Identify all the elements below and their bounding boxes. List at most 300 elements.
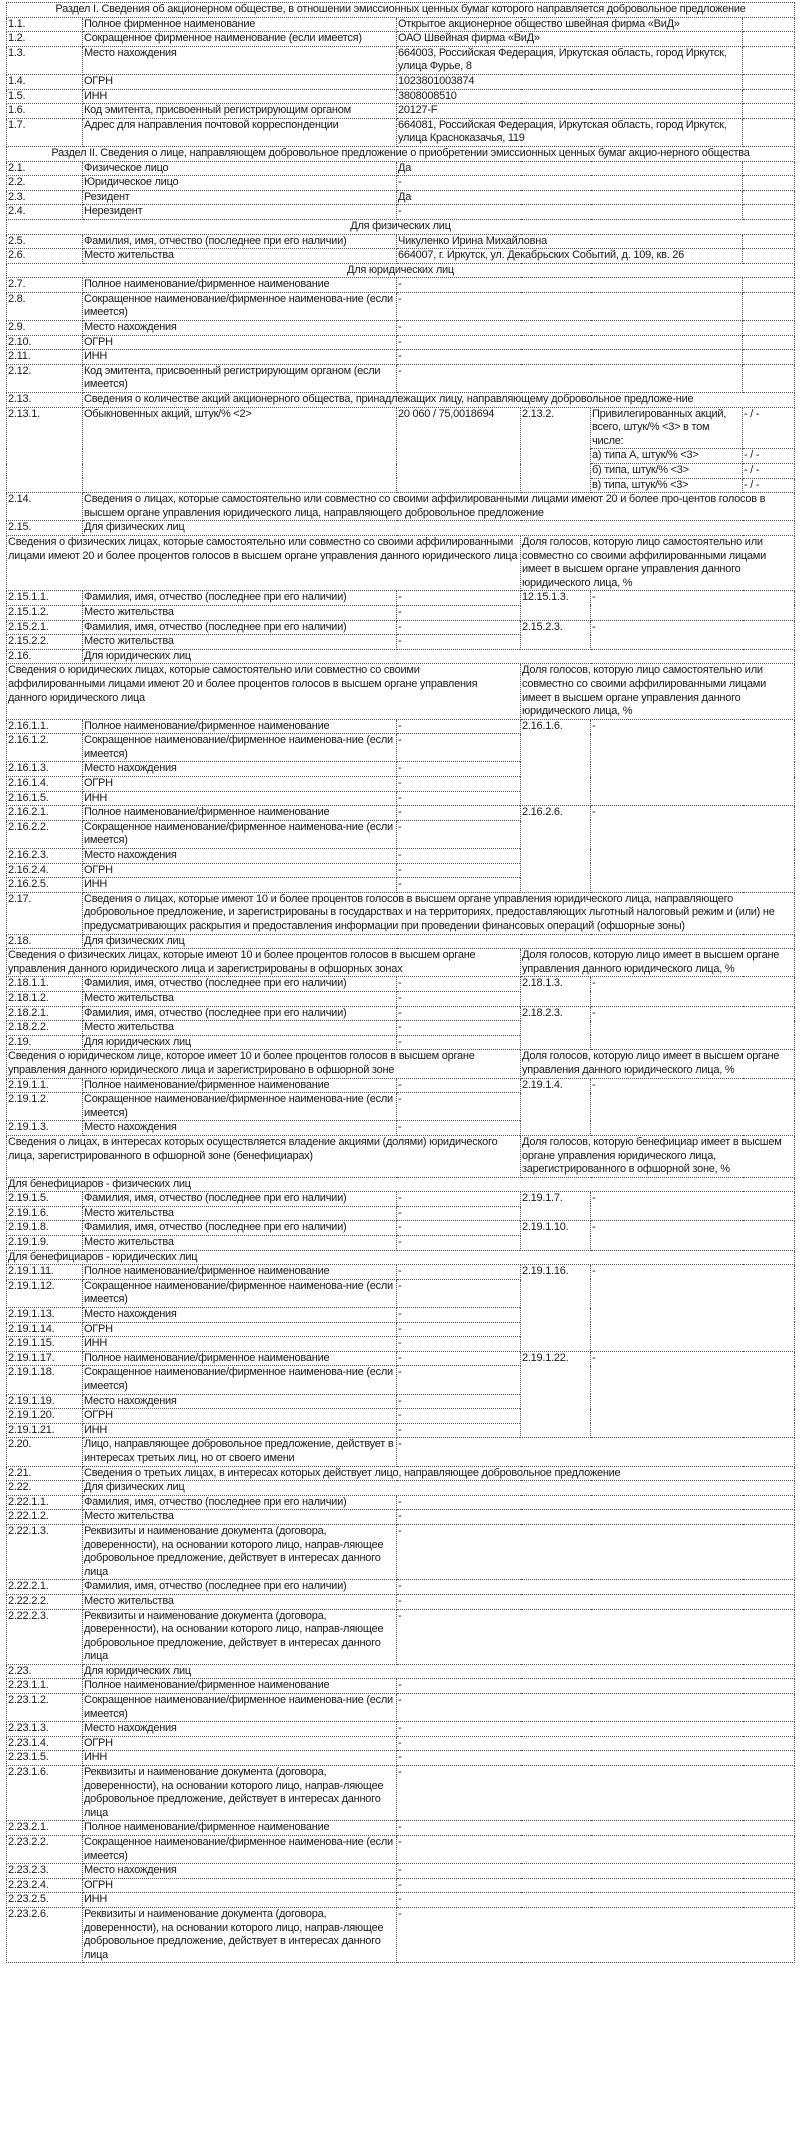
item-label: Фамилия, имя, отчество (последнее при его наличии) [83, 1580, 397, 1595]
item-value: 3808008510 [397, 89, 743, 104]
item-code: 2.14. [7, 493, 83, 521]
table-row [7, 1836, 795, 1864]
blank-cell [743, 89, 795, 104]
item-text: Для физических лиц [83, 1481, 795, 1496]
item-code: 2.23.2.6. [7, 1907, 83, 1962]
table-row [7, 521, 795, 536]
item-code: 2.2. [7, 176, 83, 191]
item-value: - [397, 1279, 521, 1307]
item-text: Сведения о количестве акций акционерного общества, принадлежащих лицу, направляющему добровольное предложе-ние [83, 393, 795, 408]
item-label: Место жительства [83, 249, 397, 264]
item-code: 1.5. [7, 89, 83, 104]
table-row [7, 234, 795, 249]
item-label: Место жительства [83, 635, 397, 650]
item-label: Полное наименование/фирменное наименование [83, 1679, 397, 1694]
table-row [7, 1580, 795, 1595]
item-code: 2.23.2.1. [7, 1821, 83, 1836]
item-code: 2.15.1.2. [7, 605, 83, 620]
item-label: Полное наименование/фирменное наименование [83, 719, 397, 734]
item-label: Сокращенное наименование/фирменное наименова-ние (если имеется) [83, 734, 397, 762]
column-header-right: Доля голосов, которую лицо самостоятельно или совместно со своими аффилированными лицами имеет в высшем органе управления данного юридического лица, % [521, 664, 795, 719]
table-row [7, 1221, 795, 1236]
item-label: ОГРН [83, 1736, 397, 1751]
item-label: ОГРН [83, 777, 397, 792]
blank-cell [743, 364, 795, 392]
item-code: 2.19.1.14. [7, 1322, 83, 1337]
item-value: - [397, 1836, 795, 1864]
table-row [7, 1766, 795, 1821]
table-row [7, 1736, 795, 1751]
blank-cell [743, 292, 795, 320]
table-row [7, 1078, 795, 1093]
item-label: Полное наименование/фирменное наименование [83, 1351, 397, 1366]
blank-cell [743, 104, 795, 119]
item-value: 1023801003874 [397, 74, 743, 89]
share-value: - [591, 1192, 795, 1221]
item-value: - [397, 1366, 521, 1394]
table-row [7, 1192, 795, 1207]
item-code: 1.4. [7, 74, 83, 89]
item-label: Полное наименование/фирменное наименование [83, 1821, 397, 1836]
item-code: 2.23.2.2. [7, 1836, 83, 1864]
item-value: - [397, 205, 743, 220]
item-label: ОГРН [83, 1409, 397, 1424]
item-value: - [397, 1021, 521, 1036]
item-label: Место нахождения [83, 1394, 397, 1409]
item-value: - [397, 1878, 795, 1893]
item-label: Место нахождения [83, 1308, 397, 1323]
blank-cell [743, 32, 795, 47]
item-code: 2.16.2.5. [7, 878, 83, 893]
item-label: Реквизиты и наименование документа (договора, доверенности), на основании которого лицо, направ-ляющее добровольное предложение, действует в интересах данного лица [83, 1609, 397, 1664]
item-label: Место нахождения [83, 762, 397, 777]
preferred-label: Привилегированных акций, всего, штук/% <3> в том числе: [591, 407, 743, 449]
item-label: ИНН [83, 1751, 397, 1766]
item-label: Код эмитента, присвоенный регистрирующим органом [83, 104, 397, 119]
offer-form-table [6, 2, 795, 1963]
item-label: Место нахождения [83, 46, 397, 74]
table-row [7, 649, 795, 664]
section-1-title [7, 3, 795, 18]
blank-cell [743, 234, 795, 249]
table-row [7, 407, 795, 449]
share-value: - [591, 620, 795, 649]
item-label: Место жительства [83, 1206, 397, 1221]
item-label: Место жительства [83, 1236, 397, 1251]
item-value: - [397, 878, 521, 893]
item-value: - [397, 1121, 521, 1136]
share-code: 2.19.1.10. [521, 1221, 591, 1250]
item-code: 2.16. [7, 649, 83, 664]
table-row [7, 1751, 795, 1766]
item-value: - [397, 762, 521, 777]
item-code: 2.11. [7, 350, 83, 365]
item-code: 2.5. [7, 234, 83, 249]
entities-header [7, 263, 795, 278]
item-code: 2.19.1.8. [7, 1221, 83, 1236]
item-value: - [397, 1322, 521, 1337]
item-label: Полное наименование/фирменное наименование [83, 1078, 397, 1093]
table-row [7, 1679, 795, 1694]
item-value: - [397, 806, 521, 821]
subheader-row [7, 1250, 795, 1265]
item-label: Место нахождения [83, 1864, 397, 1879]
item-value: - [397, 1821, 795, 1836]
item-code: 2.20. [7, 1438, 83, 1466]
share-code: 2.19.1.16. [521, 1265, 591, 1352]
table-row [7, 17, 795, 32]
column-header-left: Сведения о лицах, в интересах которых осуществляется владение акциями (долями) юридического лица, зарегистрированного в офшорной зоне (бенефициарах) [7, 1135, 521, 1177]
item-value: - [397, 1609, 795, 1664]
individuals-header: Для физических лиц [7, 219, 795, 234]
item-label: Резидент [83, 190, 397, 205]
table-row [7, 364, 795, 392]
item-value: - [397, 1308, 521, 1323]
item-value: - [397, 620, 521, 635]
table-row [7, 1466, 795, 1481]
item-label: Место нахождения [83, 1121, 397, 1136]
table-row [7, 493, 795, 521]
item-code: 2.16.1.5. [7, 791, 83, 806]
table-row [7, 292, 795, 320]
item-code: 2.19.1.6. [7, 1206, 83, 1221]
column-header-left: Сведения о физических лицах, которые самостоятельно или совместно со своими аффилированными лицами имеют 20 и более процентов голосов в высшем органе управления данного юридического лица [7, 535, 521, 590]
preferred-value: - / - [743, 407, 795, 449]
item-value: Открытое акционерное общество швейная фирма «ВиД» [397, 17, 743, 32]
item-code: 2.23.1.6. [7, 1766, 83, 1821]
column-header-right: Доля голосов, которую лицо имеет в высшем органе управления данного юридического лица, % [521, 1050, 795, 1078]
item-label: Фамилия, имя, отчество (последнее при его наличии) [83, 1192, 397, 1207]
item-label: Физическое лицо [83, 161, 397, 176]
item-value: - [397, 1394, 521, 1409]
section-2-title [7, 146, 795, 161]
item-code: 2.19.1.18. [7, 1366, 83, 1394]
item-value: - [397, 1751, 795, 1766]
item-code: 2.19.1.9. [7, 1236, 83, 1251]
item-code: 2.6. [7, 249, 83, 264]
group-title: Для бенефициаров - юридических лиц [7, 1250, 795, 1265]
item-label: Сокращенное наименование/фирменное наименова-ние (если имеется) [83, 1366, 397, 1394]
column-header-right: Доля голосов, которую лицо имеет в высшем органе управления данного юридического лица, % [521, 949, 795, 977]
table-row [7, 1006, 795, 1021]
item-value: - [397, 1864, 795, 1879]
table-row [7, 1821, 795, 1836]
item-code: 2.13.1. [7, 407, 83, 493]
share-code: 2.18.1.3. [521, 977, 591, 1006]
item-label: Сокращенное наименование/фирменное наименова-ние (если имеется) [83, 1093, 397, 1121]
item-code: 2.19.1.5. [7, 1192, 83, 1207]
item-code: 2.9. [7, 321, 83, 336]
item-value: - [397, 1510, 795, 1525]
table-row [7, 719, 795, 734]
item-label: Сокращенное фирменное наименование (если имеется) [83, 32, 397, 47]
item-value: - [397, 820, 521, 848]
item-code: 1.1. [7, 17, 83, 32]
item-value: - [397, 1907, 795, 1962]
item-code: 2.23.1.4. [7, 1736, 83, 1751]
item-value: - [397, 278, 743, 293]
item-label: Фамилия, имя, отчество (последнее при его наличии) [83, 620, 397, 635]
share-value: - [591, 591, 795, 620]
item-label: ОГРН [83, 1878, 397, 1893]
column-header-left: Сведения о юридическом лице, которое имеет 10 и более процентов голосов в высшем органе управления данного юридического лица и зарегистрировано в офшорной зоне [7, 1050, 521, 1078]
item-label: Сокращенное наименование/фирменное наименова-ние (если имеется) [83, 1694, 397, 1722]
item-label: Сокращенное наименование/фирменное наименова-ние (если имеется) [83, 292, 397, 320]
item-label: ИНН [83, 89, 397, 104]
table-row [7, 1510, 795, 1525]
item-code: 1.3. [7, 46, 83, 74]
blank-cell [743, 176, 795, 191]
table-row [7, 806, 795, 821]
item-label: Место нахождения [83, 321, 397, 336]
item-value: - [397, 1423, 521, 1438]
table-row [7, 1694, 795, 1722]
table-row [7, 89, 795, 104]
item-value: - [397, 849, 521, 864]
item-code: 2.22.2.1. [7, 1580, 83, 1595]
item-label: ОГРН [83, 863, 397, 878]
share-value: - [591, 806, 795, 893]
column-header-left: Сведения о физических лицах, которые имеют 10 и более процентов голосов в высшем органе управления данного юридического лица и зарегистрированы в офшорных зонах [7, 949, 521, 977]
item-value: - [397, 977, 521, 992]
share-value: - [591, 1221, 795, 1250]
item-label: Сокращенное наименование/фирменное наименова-ние (если имеется) [83, 820, 397, 848]
individuals-header [7, 219, 795, 234]
item-code: 1.7. [7, 118, 83, 146]
item-code: 2.22. [7, 1481, 83, 1496]
item-label: ИНН [83, 791, 397, 806]
item-label: Код эмитента, присвоенный регистрирующим органом (если имеется) [83, 364, 397, 392]
table-row [7, 161, 795, 176]
item-code: 2.7. [7, 278, 83, 293]
table-row [7, 620, 795, 635]
subheader-row [7, 664, 795, 719]
share-code: 12.15.1.3. [521, 591, 591, 620]
table-row [7, 892, 795, 934]
item-label: ИНН [83, 878, 397, 893]
item-label: Место нахождения [83, 849, 397, 864]
item-value: 664003, Российская Федерация, Иркутская область, город Иркутск, улица Фурье, 8 [397, 46, 743, 74]
preferred-value: - / - [743, 449, 795, 464]
column-header-right: Доля голосов, которую бенефициар имеет в высшем органе управления юридического лица, зарегистрированного в офшорной зоне, % [521, 1135, 795, 1177]
share-value: - [591, 719, 795, 806]
share-code: 2.16.2.6. [521, 806, 591, 893]
item-value: - [397, 1006, 521, 1021]
item-label: Фамилия, имя, отчество (последнее при его наличии) [83, 1006, 397, 1021]
table-row [7, 104, 795, 119]
item-value: - [397, 1265, 521, 1280]
item-value: - [397, 1221, 521, 1236]
table-row [7, 321, 795, 336]
item-value: - [397, 1722, 795, 1737]
share-code: 2.19.1.22. [521, 1351, 591, 1438]
item-value: - [397, 1580, 795, 1595]
item-label: Реквизиты и наименование документа (договора, доверенности), на основании которого лицо, направ-ляющее добровольное предложение, действует в интересах данного лица [83, 1907, 397, 1962]
item-text: Для физических лиц [83, 934, 795, 949]
item-value: - [397, 1078, 521, 1093]
item-text: Сведения о лицах, которые имеют 10 и более процентов голосов в высшем органе управления юридического лица, направляющего добровольное предложение, и зарегистрированы в государствах и на территориях, предоставляющих льготный налоговый режим и (или) не предусматривающих раскрытия и предоставления информации при проведении финансовых операций (офшорные зоны) [83, 892, 795, 934]
item-code: 2.4. [7, 205, 83, 220]
table-row [7, 393, 795, 408]
item-label: Место жительства [83, 605, 397, 620]
item-label: ИНН [83, 1337, 397, 1352]
subheader-row [7, 535, 795, 590]
item-value: 20127-F [397, 104, 743, 119]
item-label: Полное наименование/фирменное наименование [83, 806, 397, 821]
table-row [7, 1609, 795, 1664]
item-value: - [397, 1337, 521, 1352]
item-code: 2.19.1.12. [7, 1279, 83, 1307]
table-row [7, 1664, 795, 1679]
item-value: - [397, 1893, 795, 1908]
share-code: 2.16.1.6. [521, 719, 591, 806]
item-code: 2.23.2.4. [7, 1878, 83, 1893]
item-code: 2.18. [7, 934, 83, 949]
item-label: Сокращенное наименование/фирменное наименова-ние (если имеется) [83, 1836, 397, 1864]
item-value: - [397, 1409, 521, 1424]
item-value: - [397, 734, 521, 762]
share-value: - [591, 1078, 795, 1135]
item-value: - [397, 719, 521, 734]
item-code: 2.23. [7, 1664, 83, 1679]
item-value: - [397, 791, 521, 806]
blank-cell [743, 190, 795, 205]
section-2-title: Раздел II. Сведения о лице, направляющем добровольное предложение о приобретении эмиссионных ценных бумаг акцио-нерного общества [7, 146, 795, 161]
item-code: 2.22.1.1. [7, 1495, 83, 1510]
item-value: - [397, 176, 743, 191]
item-label: ОГРН [83, 1322, 397, 1337]
item-code: 2.16.1.3. [7, 762, 83, 777]
item-value: - [397, 777, 521, 792]
item-value: - [397, 1236, 521, 1251]
item-value: - [397, 1192, 521, 1207]
item-code: 2.22.1.2. [7, 1510, 83, 1525]
column-header-right: Доля голосов, которую лицо самостоятельно или совместно со своими аффилированными лицами имеет в высшем органе управления данного юридического лица, % [521, 535, 795, 590]
item-code: 2.19.1.2. [7, 1093, 83, 1121]
item-label: Место жительства [83, 1510, 397, 1525]
item-code: 2.19. [7, 1035, 83, 1050]
item-value: - [397, 335, 743, 350]
item-code: 2.12. [7, 364, 83, 392]
item-code: 2.15. [7, 521, 83, 536]
share-code: 2.15.2.3. [521, 620, 591, 649]
item-code: 2.23.2.5. [7, 1893, 83, 1908]
item-value: - [397, 292, 743, 320]
blank-cell [743, 17, 795, 32]
item-value: Да [397, 161, 743, 176]
subheader-row [7, 1135, 795, 1177]
item-value: - [397, 1524, 795, 1579]
share-code: 2.19.1.7. [521, 1192, 591, 1221]
blank-cell [743, 321, 795, 336]
table-row [7, 1864, 795, 1879]
item-code: 2.13. [7, 393, 83, 408]
column-header-left: Сведения о юридических лицах, которые самостоятельно или совместно со своими аффилированными лицами имеют 20 и более процентов голосов в высшем органе управления данного юридического лица [7, 664, 521, 719]
item-code: 2.18.2.2. [7, 1021, 83, 1036]
blank-cell [743, 278, 795, 293]
entities-header: Для юридических лиц [7, 263, 795, 278]
table-row [7, 1878, 795, 1893]
table-row [7, 46, 795, 74]
item-code: 2.8. [7, 292, 83, 320]
item-code: 2.19.1.20. [7, 1409, 83, 1424]
table-row [7, 1524, 795, 1579]
item-label: Юридическое лицо [83, 176, 397, 191]
share-value: - [591, 1265, 795, 1352]
item-code: 2.16.2.2. [7, 820, 83, 848]
table-row [7, 1893, 795, 1908]
item-label: Полное наименование/фирменное наименование [83, 278, 397, 293]
item-label: Адрес для направления почтовой корреспонденции [83, 118, 397, 146]
table-row [7, 591, 795, 606]
blank-cell [743, 46, 795, 74]
item-code: 2.18.2.1. [7, 1006, 83, 1021]
item-code: 2.16.2.1. [7, 806, 83, 821]
item-code: 2.16.1.4. [7, 777, 83, 792]
item-label: Лицо, направляющее добровольное предложение, действует в интересах третьих лиц, но от своего имени [83, 1438, 397, 1466]
item-text: Для физических лиц [83, 521, 795, 536]
item-value: - [397, 635, 521, 650]
item-value: Да [397, 190, 743, 205]
item-code: 2.23.1.1. [7, 1679, 83, 1694]
item-label: Фамилия, имя, отчество (последнее при его наличии) [83, 1495, 397, 1510]
item-value: Чикуленко Ирина Михайловна [397, 234, 743, 249]
item-label: ОГРН [83, 74, 397, 89]
item-label: Место жительства [83, 1021, 397, 1036]
table-row [7, 1594, 795, 1609]
item-value: - [397, 321, 743, 336]
item-code: 2.16.1.2. [7, 734, 83, 762]
item-code: 2.19.1.19. [7, 1394, 83, 1409]
table-row [7, 249, 795, 264]
item-code: 2.23.1.2. [7, 1694, 83, 1722]
item-label: ИНН [83, 1423, 397, 1438]
item-label: Фамилия, имя, отчество (последнее при его наличии) [83, 591, 397, 606]
group-title: Для бенефициаров - физических лиц [7, 1177, 795, 1192]
preferred-value: - / - [743, 478, 795, 493]
subheader-row [7, 949, 795, 977]
item-value: - [397, 1736, 795, 1751]
item-label: Для юридических лиц [83, 1035, 397, 1050]
blank-cell [743, 118, 795, 146]
item-value: - [397, 1766, 795, 1821]
table-row [7, 278, 795, 293]
item-code: 2.16.2.3. [7, 849, 83, 864]
item-value: - [397, 863, 521, 878]
item-label: Место жительства [83, 991, 397, 1006]
item-text: Для юридических лиц [83, 649, 795, 664]
blank-cell [743, 350, 795, 365]
item-label: Фамилия, имя, отчество (последнее при его наличии) [83, 1221, 397, 1236]
table-row [7, 1351, 795, 1366]
item-value: - [397, 364, 743, 392]
table-row [7, 934, 795, 949]
blank-cell [743, 249, 795, 264]
item-label: ИНН [83, 350, 397, 365]
item-text: Сведения о лицах, которые самостоятельно или совместно со своими аффилированными лицами имеют 20 и более про-центов голосов в высшем органе управления юридического лица, направляющего добровольное предложение [83, 493, 795, 521]
item-code: 2.15.2.2. [7, 635, 83, 650]
table-row [7, 1438, 795, 1466]
item-value: - [397, 1495, 795, 1510]
item-code: 2.18.1.1. [7, 977, 83, 992]
blank-cell [743, 74, 795, 89]
item-code: 2.19.1.11. [7, 1265, 83, 1280]
item-code: 2.3. [7, 190, 83, 205]
table-row [7, 335, 795, 350]
table-row [7, 350, 795, 365]
item-code: 2.19.1.21. [7, 1423, 83, 1438]
item-label: ОГРН [83, 335, 397, 350]
